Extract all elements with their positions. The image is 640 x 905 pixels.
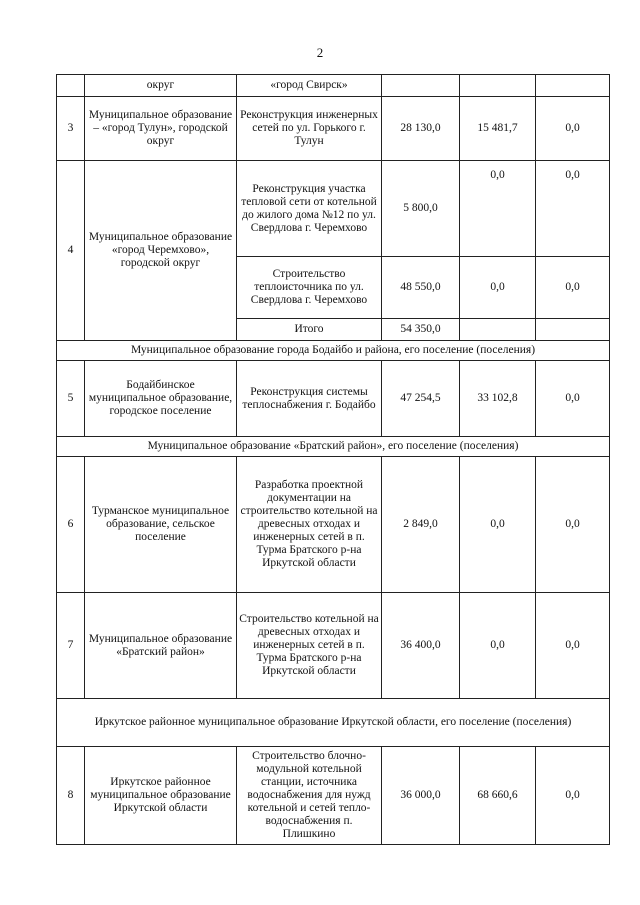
project-cell: Разработка проектной документации на строительство котельной на древесных отходах и инженерных сетей в п. Турма Братского р-на Иркутской области <box>237 457 382 593</box>
project-cell: Строительство котельной на древесных отходах и инженерных сетей в п. Турма Братского р-на Иркутской области <box>237 593 382 699</box>
table-row <box>57 161 610 257</box>
section-heading: Муниципальное образование «Братский район», его поселение (поселения) <box>57 437 610 457</box>
table-row <box>57 593 610 699</box>
section-heading: Иркутское районное муниципальное образование Иркутской области, его поселение (поселения) <box>57 699 610 747</box>
table-row <box>57 747 610 845</box>
municipality-cell: Муниципальное образование – «город Тулун», городской округ <box>85 97 237 161</box>
project-cell: Реконструкция системы теплоснабжения г. Бодайбо <box>237 361 382 437</box>
table-row <box>57 361 610 437</box>
num-cell: 7 <box>57 593 85 699</box>
year2-cell: 0,0 <box>536 457 610 593</box>
year1-cell <box>460 75 536 97</box>
num-cell: 8 <box>57 747 85 845</box>
total-cell: 36 000,0 <box>382 747 460 845</box>
project-cell: Строительство блочно-модульной котельной станции, источника водоснабжения для нужд котельной и сетей тепло- водоснабжения п. Плишкино <box>237 747 382 845</box>
total-cell: 48 550,0 <box>382 257 460 319</box>
total-cell: 47 254,5 <box>382 361 460 437</box>
table-row <box>57 457 610 593</box>
municipality-cell: Иркутское районное муниципальное образование Иркутской области <box>85 747 237 845</box>
year1-cell: 0,0 <box>460 457 536 593</box>
year1-cell: 0,0 <box>460 257 536 319</box>
total-cell: 2 849,0 <box>382 457 460 593</box>
project-cell: «город Свирск» <box>237 75 382 97</box>
year1-cell: 33 102,8 <box>460 361 536 437</box>
num-cell: 6 <box>57 457 85 593</box>
year1-cell: 0,0 <box>460 161 536 257</box>
total-cell: 28 130,0 <box>382 97 460 161</box>
total-cell <box>382 75 460 97</box>
funding-table <box>56 74 610 845</box>
table-row <box>57 97 610 161</box>
municipality-cell: Бодайбинское муниципальное образование, городское поселение <box>85 361 237 437</box>
year1-cell: 0,0 <box>460 593 536 699</box>
project-cell: Строительство теплоисточника по ул. Свердлова г. Черемхово <box>237 257 382 319</box>
section-row <box>57 699 610 747</box>
year1-cell: 68 660,6 <box>460 747 536 845</box>
year2-cell: 0,0 <box>536 747 610 845</box>
num-cell <box>57 75 85 97</box>
itogo-total: 54 350,0 <box>382 319 460 341</box>
year2-cell: 0,0 <box>536 257 610 319</box>
year2-cell: 0,0 <box>536 161 610 257</box>
num-cell: 5 <box>57 361 85 437</box>
year1-cell <box>460 319 536 341</box>
itogo-label: Итого <box>237 319 382 341</box>
total-cell: 36 400,0 <box>382 593 460 699</box>
total-cell: 5 800,0 <box>382 161 460 257</box>
section-row <box>57 437 610 457</box>
year2-cell: 0,0 <box>536 593 610 699</box>
section-row <box>57 341 610 361</box>
table-row <box>57 75 610 97</box>
year2-cell: 0,0 <box>536 361 610 437</box>
num-cell: 4 <box>57 161 85 341</box>
municipality-cell: Турманское муниципальное образование, сельское поселение <box>85 457 237 593</box>
municipality-cell: Муниципальное образование «Братский район» <box>85 593 237 699</box>
project-cell: Реконструкция участка тепловой сети от котельной до жилого дома №12 по ул. Свердлова г. Черемхово <box>237 161 382 257</box>
year2-cell <box>536 319 610 341</box>
project-cell: Реконструкция инженерных сетей по ул. Горького г. Тулун <box>237 97 382 161</box>
year2-cell: 0,0 <box>536 97 610 161</box>
num-cell: 3 <box>57 97 85 161</box>
municipality-cell: Муниципальное образование «город Черемхово», городской округ <box>85 161 237 341</box>
section-heading: Муниципальное образование города Бодайбо и района, его поселение (поселения) <box>57 341 610 361</box>
page-number: 2 <box>316 45 324 60</box>
year2-cell <box>536 75 610 97</box>
municipality-cell: округ <box>85 75 237 97</box>
year1-cell: 15 481,7 <box>460 97 536 161</box>
